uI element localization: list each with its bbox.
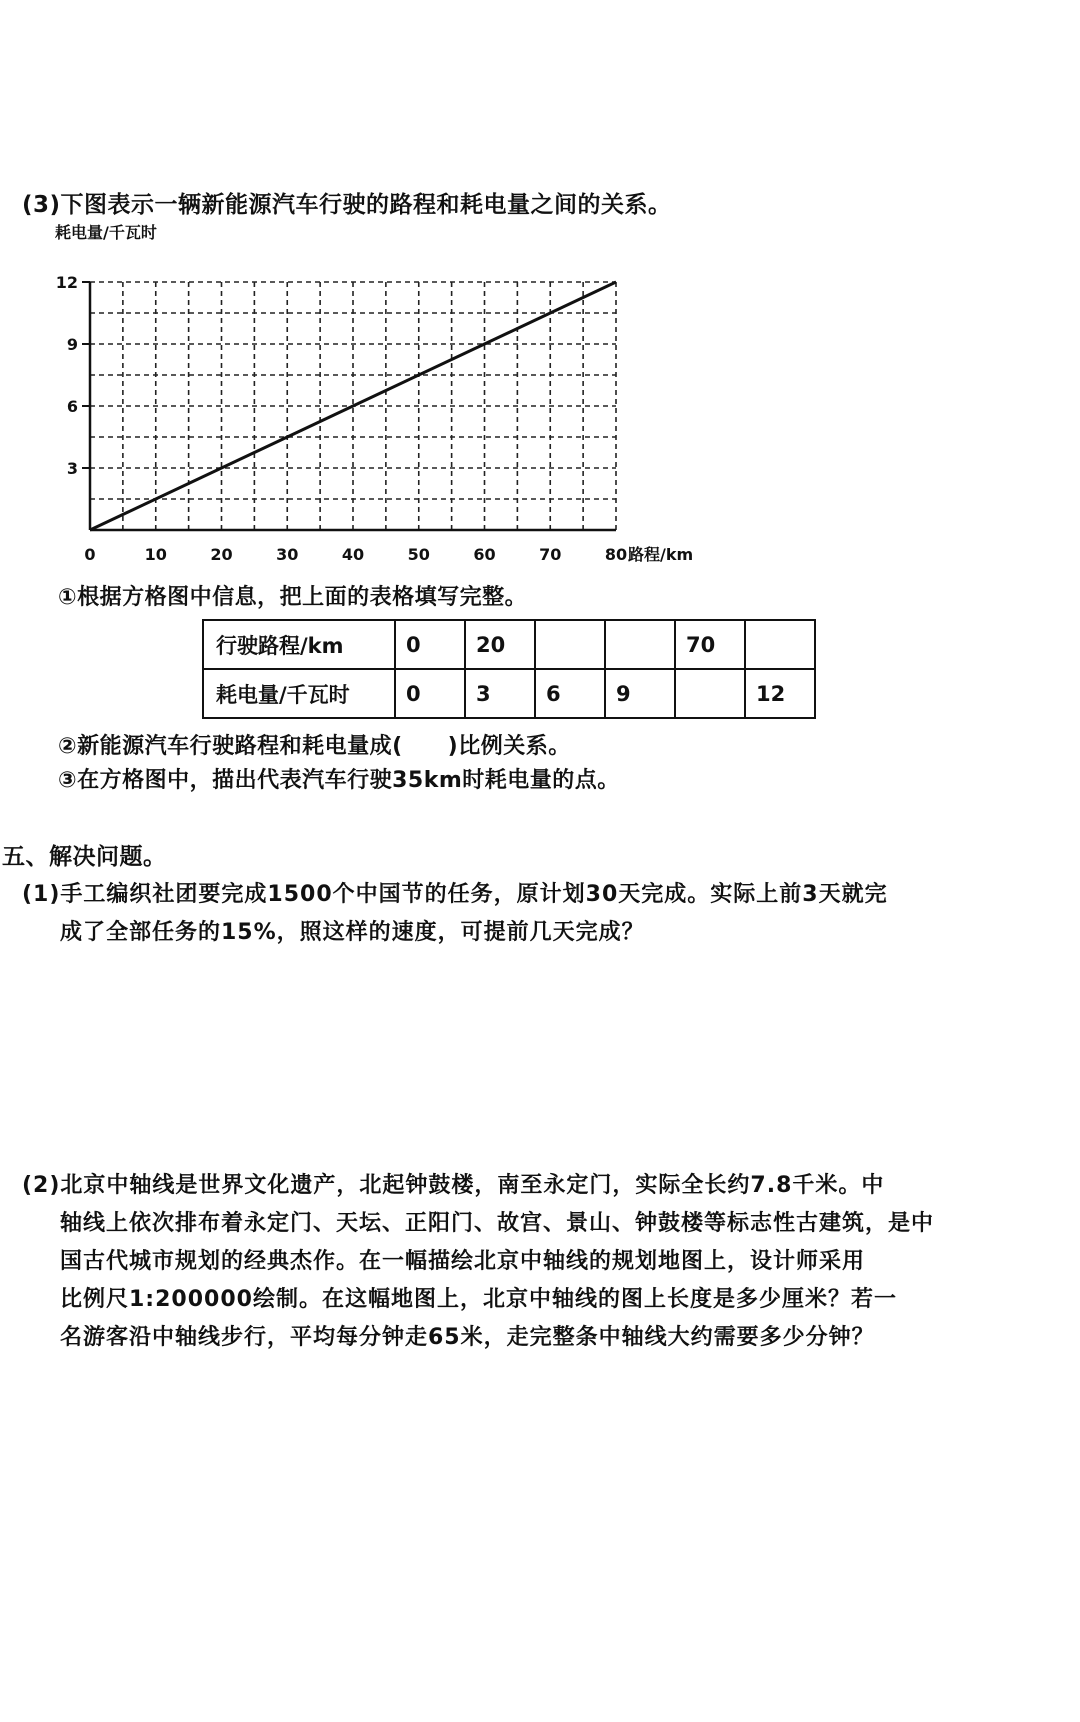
table-blank-cell (605, 620, 675, 669)
table-blank-cell (675, 669, 745, 718)
problem-1-line-2: 成了全部任务的15%，照这样的速度，可提前几天完成？ (60, 920, 645, 945)
data-table (202, 619, 816, 719)
table-cell: 12 (745, 669, 815, 718)
x-tick-label: 70 (539, 545, 562, 564)
table-cell: 6 (535, 669, 605, 718)
x-tick-label: 20 (210, 545, 233, 564)
table-cell: 20 (465, 620, 535, 669)
x-tick-label: 80 (604, 545, 628, 564)
table-cell: 0 (395, 620, 465, 669)
x-tick-label: 30 (276, 545, 299, 564)
table-cell: 70 (675, 620, 745, 669)
table-row (203, 669, 815, 718)
problem-2-line-1: (2)北京中轴线是世界文化遗产，北起钟鼓楼，南至永定门，实际全长约7.8千米。中 (22, 1173, 885, 1198)
question-3-intro: (3)下图表示一辆新能源汽车行驶的路程和耗电量之间的关系。 (22, 192, 672, 218)
x-tick-label: 40 (341, 545, 365, 564)
problem-2-line-4: 比例尺1:200000绘制。在这幅地图上，北京中轴线的图上长度是多少厘米？若一 (60, 1287, 897, 1312)
x-tick-label: 10 (144, 545, 167, 564)
x-tick-label: 50 (407, 545, 430, 564)
x-tick-label: 60 (473, 545, 496, 564)
distance-power-chart (40, 220, 740, 570)
table-row-header: 行驶路程/km (203, 620, 395, 669)
table-cell: 3 (465, 669, 535, 718)
y-tick-label: 12 (55, 273, 78, 292)
table-row-header: 耗电量/千瓦时 (203, 669, 395, 718)
x-axis-label: 路程/km (628, 545, 694, 564)
x-tick-label: 0 (84, 545, 96, 564)
table-blank-cell (745, 620, 815, 669)
table-blank-cell (535, 620, 605, 669)
problem-2-line-2: 轴线上依次排布着永定门、天坛、正阳门、故宫、景山、钟鼓楼等标志性古建筑，是中 (60, 1211, 935, 1236)
section-5-title: 五、解决问题。 (2, 844, 167, 870)
y-axis-label: 耗电量/千瓦时 (55, 223, 157, 242)
problem-2-line-5: 名游客沿中轴线步行，平均每分钟走65米，走完整条中轴线大约需要多少分钟？ (60, 1325, 875, 1350)
question-3-sub1: ①根据方格图中信息，把上面的表格填写完整。 (58, 585, 528, 610)
problem-1-line-1: (1)手工编织社团要完成1500个中国节的任务，原计划30天完成。实际上前3天就完 (22, 882, 888, 907)
table-cell: 0 (395, 669, 465, 718)
y-tick-label: 9 (66, 335, 78, 354)
question-3-sub3: ③在方格图中，描出代表汽车行驶35km时耗电量的点。 (58, 768, 620, 793)
table-cell: 9 (605, 669, 675, 718)
table-row (203, 620, 815, 669)
problem-2-line-3: 国古代城市规划的经典杰作。在一幅描绘北京中轴线的规划地图上，设计师采用 (60, 1249, 866, 1274)
y-tick-label: 3 (66, 459, 78, 478)
y-tick-label: 6 (66, 397, 78, 416)
question-3-sub2: ②新能源汽车行驶路程和耗电量成( )比例关系。 (58, 734, 571, 759)
